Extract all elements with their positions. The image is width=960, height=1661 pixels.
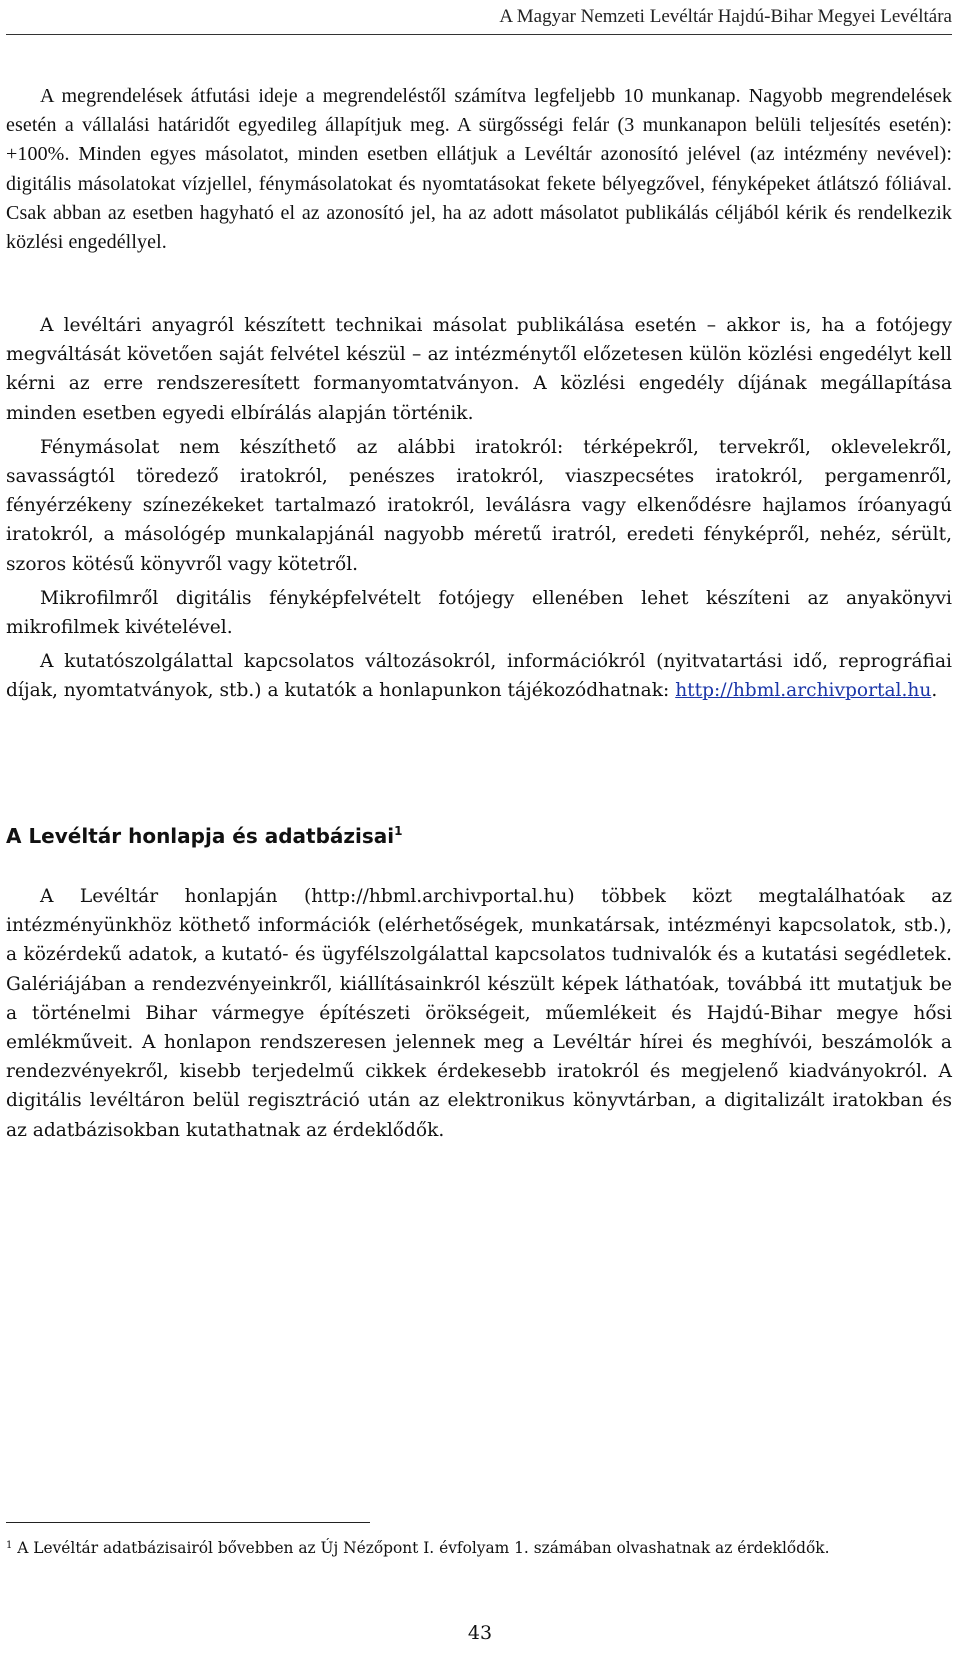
paragraph-microfilm: Mikrofilmről digitális fényképfelvételt fotójegy ellenében lehet készíteni az anyakönyvi mikrofilmek kivételével. xyxy=(6,587,952,639)
footnote-marker: 1 xyxy=(6,1540,13,1551)
paragraph-turnaround: A megrendelések átfutási ideje a megrendeléstől számítva legfeljebb 10 munkanap. Nagyobb megrendelések esetén a vállalási határidőt egyedileg állapítjuk meg. A sürgősségi felár (3 munkanapon belüli teljesítés esetén): +100%. Minden egyes másolatot, minden esetben ellátjuk a Levéltár azonosító jelével (az intézmény nevével): digitális másolatokat vízjellel, fénymásolatokat és nyomtatásokat fekete bélyegzővel, fényképeket átlátszó fóliával. Csak abban az esetben hagyható el az azonosító jel, ha az adott másolatot publikálás céljából kérik és rendelkezik közlési engedéllyel. xyxy=(6,85,952,254)
website-info-end: . xyxy=(931,680,938,702)
footnote xyxy=(6,1536,952,1558)
section-heading xyxy=(6,824,403,848)
footnote-rule xyxy=(6,1522,370,1523)
header-rule xyxy=(6,34,952,35)
paragraph-website-info xyxy=(6,647,952,705)
footnote-reference[interactable]: 1 xyxy=(394,824,403,838)
page-number: 43 xyxy=(467,1622,493,1644)
website-database-section xyxy=(6,882,952,1150)
archive-website-link[interactable]: http://hbml.archivportal.hu xyxy=(675,680,932,702)
paragraph-website-contents: A Levéltár honlapján (http://hbml.archivportal.hu) többek közt megtalálhatóak az intézményünkhöz köthető információk (elérhetőségek, munkatársak, intézményi kapcsolatok, stb.), a közérdekű adatok, a kutató- és ügyfélszolgálattal kapcsolatos tudnivalók és a kutatási segédletek. Galériájában a rendezvényeinkről, kiállításainkról készült képek láthatóak, továbbá itt mutatjuk be a történelmi Bihar vármegye építészeti örökségeit, műemlékeit és Hajdú-Bihar megye hősi emlékműveit. A honlapon rendszeresen jelennek meg a Levéltár hírei és meghívói, beszámolók a rendezvényekről, kisebb terjedelmű cikkek érdekesebb iratokról és megjelenő kiadványokról. A digitális levéltáron belül regisztráció után az elektronikus könyvtárban, a digitalizált iratokban és az adatbázisokban kutathatnak az érdeklődők. xyxy=(6,886,952,1141)
section-heading-text: A Levéltár honlapja és adatbázisai xyxy=(6,824,395,848)
footnote-text: A Levéltár adatbázisairól bővebben az Új Nézőpont I. évfolyam 1. számában olvashatnak az érdeklődők. xyxy=(12,1539,830,1557)
reproduction-rules-section xyxy=(6,311,952,711)
website-info-text: A kutatószolgálattal kapcsolatos változásokról, információkról (nyitvatartási idő, reprográfiai díjak, nyomtatványok, stb.) a kutatók a honlapunkon tájékozódhatnak: xyxy=(6,651,952,702)
running-header: A Magyar Nemzeti Levéltár Hajdú-Bihar Megyei Levéltára xyxy=(499,6,952,27)
paragraph-publication-permit: A levéltári anyagról készített technikai másolat publikálása esetén – akkor is, ha a fotójegy megváltását követően saját felvétel készül – az intézménytől előzetesen külön közlési engedélyt kell kérni az erre rendszeresített formanyomtatványon. A közlési engedély díjának megállapítása minden esetben egyedi elbírálás alapján történik. xyxy=(6,315,952,424)
paragraph-photocopy-restrictions: Fénymásolat nem készíthető az alábbi iratokról: térképekről, tervekről, oklevelekről, savasságtól töredező iratokról, penészes iratokról, viaszpecsétes iratokról, pergamenről, fényérzékeny színezékeket tartalmazó iratokról, leválásra vagy elkenődésre hajlamos íróanyagú iratokról, a másológép munkalapjánál nagyobb méretű iratról, eredeti fényképről, nehéz, sérült, szoros kötésű könyvről vagy kötetről. xyxy=(6,436,952,575)
pricing-and-marking-section xyxy=(6,82,952,257)
